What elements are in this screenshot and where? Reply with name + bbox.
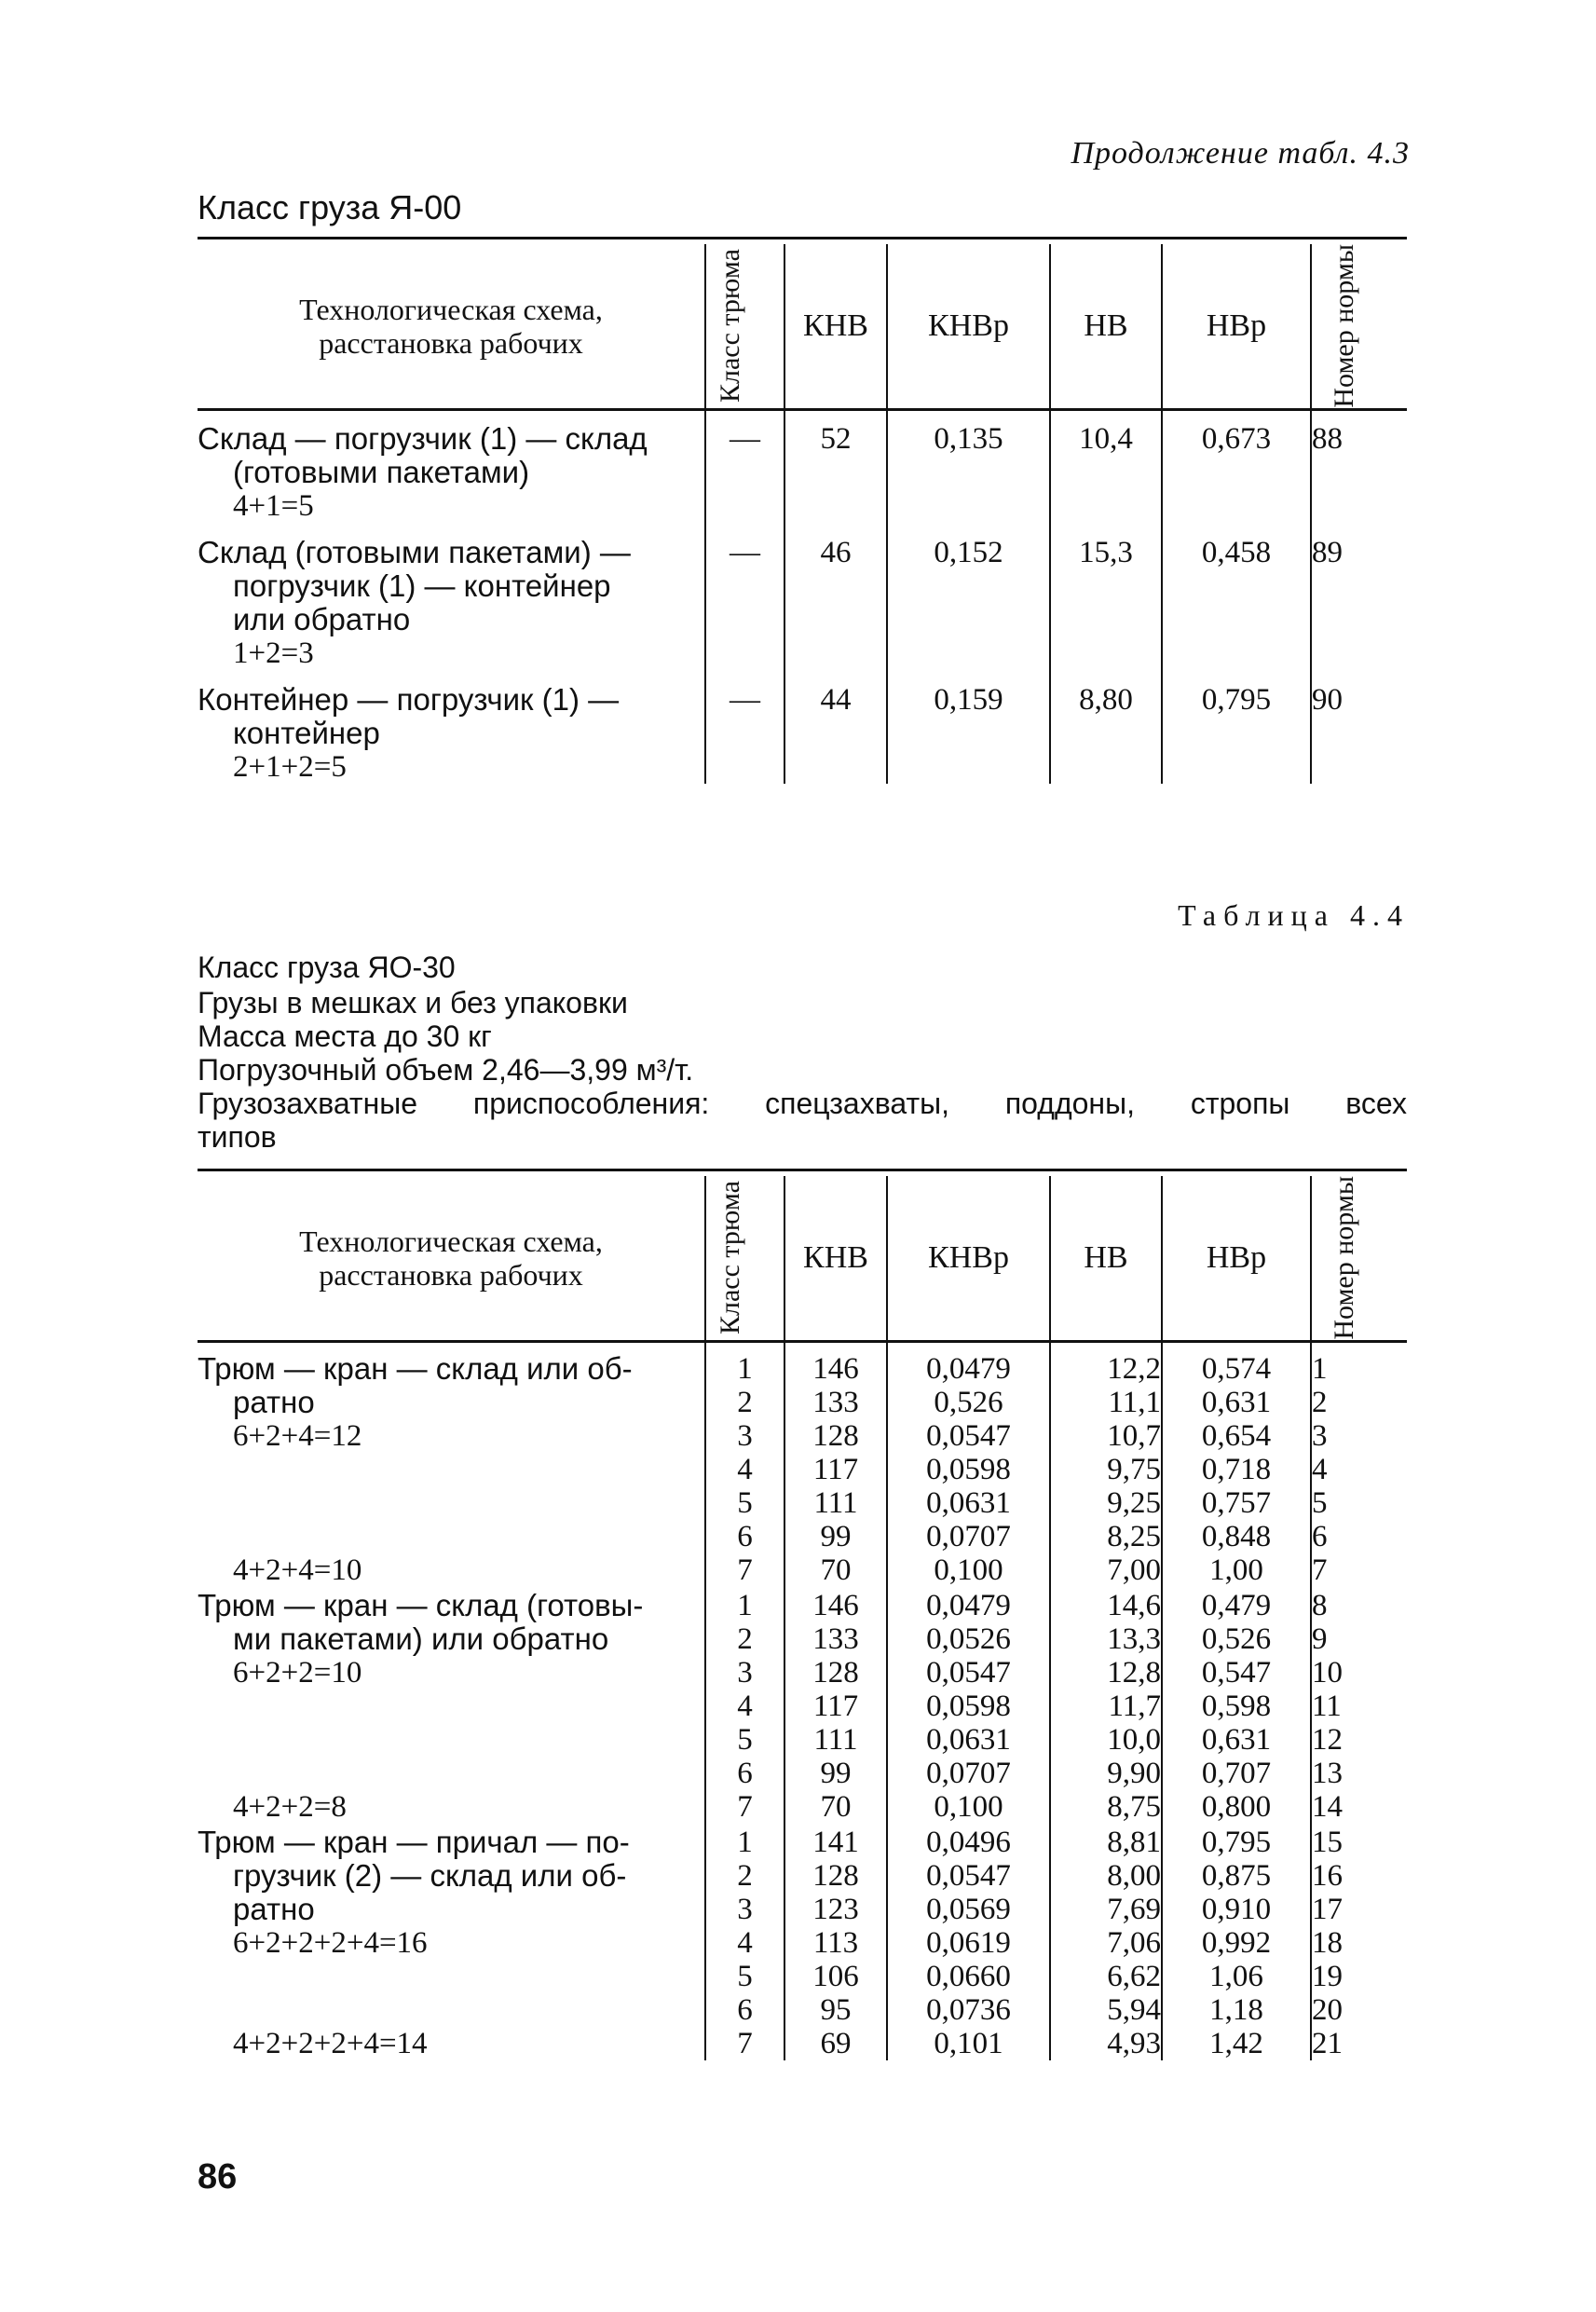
- header-nv-r: НВр: [1162, 244, 1311, 409]
- scheme-line: Склад (готовыми пакетами) —: [198, 535, 631, 570]
- scheme-formula: 4+1=5: [233, 489, 314, 524]
- cell-value: 70: [820, 1553, 852, 1588]
- scheme-formula: 4+2+2+2+4=14: [233, 2027, 428, 2061]
- scheme-line: контейнер: [233, 716, 380, 751]
- knv-r-cell: 0,152: [887, 523, 1050, 670]
- cell-value: 9,90: [1107, 1757, 1161, 1791]
- cell-value: 0,0619: [926, 1926, 1011, 1961]
- table-row-group: [198, 1587, 1407, 1824]
- cell-value: 5: [737, 1486, 753, 1521]
- knv-cell: [784, 1587, 887, 1824]
- cell-value: 1,42: [1209, 2027, 1263, 2061]
- scheme-line: Контейнер — погрузчик (1) —: [198, 682, 620, 718]
- cell-value: 123: [812, 1893, 859, 1927]
- cell-value: 3: [737, 1893, 753, 1927]
- nv-cell: [1050, 1587, 1162, 1824]
- scheme-formula: 6+2+4=12: [233, 1419, 362, 1454]
- nv-cell: [1050, 1824, 1162, 2060]
- scheme-formula: 1+2=3: [233, 636, 314, 671]
- cell-value: 0,0598: [926, 1453, 1011, 1487]
- cell-value: 0,795: [1201, 1826, 1272, 1860]
- scheme-line: Склад — погрузчик (1) — склад: [198, 421, 648, 457]
- cell-value: 133: [812, 1622, 859, 1657]
- nv-cell: [1050, 1352, 1162, 1587]
- cell-value: 0,0631: [926, 1723, 1011, 1758]
- knv-cell: 52: [784, 422, 887, 523]
- cell-value: 0,0479: [926, 1589, 1011, 1623]
- cell-value: 0,757: [1201, 1486, 1272, 1521]
- cell-value: 16: [1312, 1859, 1343, 1894]
- cell-value: 21: [1312, 2027, 1343, 2061]
- cell-value: 2: [1312, 1386, 1328, 1420]
- header-scheme: [198, 1176, 705, 1341]
- cell-value: 0,547: [1201, 1656, 1272, 1690]
- cell-value: 133: [812, 1386, 859, 1420]
- scheme-line: [198, 1690, 704, 1723]
- cell-value: 15: [1312, 1826, 1343, 1860]
- cell-value: 0,0547: [926, 1656, 1011, 1690]
- cell-value: 14,6: [1107, 1589, 1161, 1623]
- cell-value: 6,62: [1107, 1960, 1161, 1994]
- knv-cell: 44: [784, 670, 887, 784]
- knv-r-cell: 0,135: [887, 422, 1050, 523]
- cell-value: 9,75: [1107, 1453, 1161, 1487]
- cell-value: 0,718: [1201, 1453, 1272, 1487]
- scheme-formula: 6+2+2+2+4=16: [233, 1926, 428, 1961]
- knv-r-cell: [887, 1587, 1050, 1824]
- cell-value: 1: [1312, 1352, 1328, 1387]
- scheme-line: (готовыми пакетами): [233, 455, 530, 490]
- header-knv: КНВ: [784, 244, 887, 409]
- cell-value: 69: [820, 2027, 852, 2061]
- cell-value: 6: [737, 1993, 753, 2028]
- cell-value: 0,574: [1201, 1352, 1272, 1387]
- cell-value: 10,7: [1107, 1419, 1161, 1454]
- cell-value: 0,0707: [926, 1520, 1011, 1554]
- cell-value: 0,479: [1201, 1589, 1272, 1623]
- cell-value: 106: [812, 1960, 859, 1994]
- cell-value: 7: [737, 2027, 753, 2061]
- scheme-line: [198, 1453, 704, 1486]
- header-scheme-line-2: расстановка рабочих: [319, 325, 583, 360]
- hold-class-cell: [705, 1352, 784, 1587]
- nv-r-cell: [1162, 1352, 1311, 1587]
- cell-value: 4,93: [1107, 2027, 1161, 2061]
- cell-value: 6: [737, 1520, 753, 1554]
- cell-value: 0,598: [1201, 1690, 1272, 1724]
- scheme-line: Трюм — кран — причал — по-: [198, 1825, 630, 1860]
- header-knv: КНВ: [784, 1176, 887, 1341]
- cell-value: 8,75: [1107, 1790, 1161, 1825]
- cell-value: 0,0631: [926, 1486, 1011, 1521]
- cell-value: 146: [812, 1352, 859, 1387]
- cell-value: 10,0: [1107, 1723, 1161, 1758]
- scheme-cell: [198, 1587, 705, 1824]
- header-knv-r: КНВр: [887, 244, 1050, 409]
- cell-value: 11: [1312, 1690, 1342, 1724]
- header-scheme: [198, 244, 705, 409]
- cell-value: 3: [1312, 1419, 1328, 1454]
- cargo-volume: Погрузочный объем 2,46—3,99 м³/т.: [198, 1053, 694, 1087]
- cell-value: 4: [737, 1690, 753, 1724]
- knv-cell: 46: [784, 523, 887, 670]
- norms-table-1: [198, 244, 1407, 784]
- header-nv: НВ: [1050, 1176, 1162, 1341]
- cell-value: 12,2: [1107, 1352, 1161, 1387]
- cell-value: 117: [812, 1453, 859, 1487]
- table-row-group: [198, 1352, 1407, 1587]
- nv-r-cell: [1162, 1824, 1311, 2060]
- cell-value: 9: [1312, 1622, 1328, 1657]
- knv-r-cell: 0,159: [887, 670, 1050, 784]
- cell-value: 1,18: [1209, 1993, 1263, 2028]
- hold-class-cell: —: [705, 523, 784, 670]
- header-nv: НВ: [1050, 244, 1162, 409]
- cell-value: 0,654: [1201, 1419, 1272, 1454]
- knv-r-cell: [887, 1824, 1050, 2060]
- cell-value: 5: [737, 1723, 753, 1758]
- cell-value: 0,0547: [926, 1419, 1011, 1454]
- scheme-line: [198, 1993, 704, 2027]
- cell-value: 99: [820, 1757, 852, 1791]
- cell-value: 13,3: [1107, 1622, 1161, 1657]
- scheme-line: [198, 1757, 704, 1790]
- cell-value: 6: [737, 1757, 753, 1791]
- cell-value: 0,992: [1201, 1926, 1272, 1961]
- knv-cell: [784, 1352, 887, 1587]
- cell-value: 141: [812, 1826, 859, 1860]
- nv-r-cell: 0,458: [1162, 523, 1311, 670]
- cell-value: 7,06: [1107, 1926, 1161, 1961]
- cell-value: 7: [1312, 1553, 1328, 1588]
- cell-value: 128: [812, 1859, 859, 1894]
- scheme-line: [198, 1486, 704, 1520]
- norm-no-cell: [1311, 1824, 1407, 2060]
- cell-value: 0,100: [934, 1790, 1003, 1825]
- gripping-devices-cont: типов: [198, 1120, 277, 1154]
- knv-cell: [784, 1824, 887, 2060]
- cell-value: 111: [813, 1486, 858, 1521]
- cell-value: 0,0526: [926, 1622, 1011, 1657]
- cell-value: 18: [1312, 1926, 1343, 1961]
- norm-no-cell: 88: [1311, 422, 1407, 523]
- cell-value: 70: [820, 1790, 852, 1825]
- cell-value: 99: [820, 1520, 852, 1554]
- cell-value: 2: [737, 1386, 753, 1420]
- gripping-devices: Грузозахватные приспособления: спецзахваты, поддоны, стропы всех: [198, 1087, 1407, 1120]
- cell-value: 3: [737, 1419, 753, 1454]
- cell-value: 111: [813, 1723, 858, 1758]
- cell-value: 7,69: [1107, 1893, 1161, 1927]
- norms-table-2: [198, 1176, 1407, 2060]
- page-number: 86: [198, 2157, 238, 2196]
- cell-value: 0,631: [1201, 1386, 1272, 1420]
- cargo-class: Класс груза ЯО-30: [198, 951, 456, 984]
- cell-value: 0,101: [934, 2027, 1003, 2061]
- table-row-group: [198, 1824, 1407, 2060]
- cell-value: 8,25: [1107, 1520, 1161, 1554]
- scheme-line: Трюм — кран — склад (готовы-: [198, 1588, 644, 1623]
- cell-value: 0,800: [1201, 1790, 1272, 1825]
- header-scheme-line-1: Технологическая схема,: [299, 1224, 603, 1258]
- norm-no-cell: [1311, 1587, 1407, 1824]
- scheme-line: [198, 1520, 704, 1553]
- cell-value: 8,00: [1107, 1859, 1161, 1894]
- cell-value: 2: [737, 1622, 753, 1657]
- scheme-line: Трюм — кран — склад или об-: [198, 1351, 633, 1387]
- cell-value: 146: [812, 1589, 859, 1623]
- continuation-caption: Продолжение табл. 4.3: [1071, 136, 1410, 171]
- cell-value: 0,100: [934, 1553, 1003, 1588]
- nv-cell: 15,3: [1050, 523, 1162, 670]
- scheme-cell: [198, 523, 705, 670]
- cell-value: 1: [737, 1589, 753, 1623]
- table-row: [198, 422, 1407, 523]
- class-title-1: Класс груза Я-00: [198, 188, 462, 226]
- cell-value: 5,94: [1107, 1993, 1161, 2028]
- cell-value: 0,631: [1201, 1723, 1272, 1758]
- norm-no-cell: [1311, 1352, 1407, 1587]
- scheme-formula: 2+1+2=5: [233, 750, 347, 785]
- table-caption: Таблица 4.4: [1178, 898, 1410, 932]
- cell-value: 0,0736: [926, 1993, 1011, 2028]
- cell-value: 20: [1312, 1993, 1343, 2028]
- cell-value: 0,0547: [926, 1859, 1011, 1894]
- header-hold-class: [705, 244, 784, 409]
- hold-class-cell: —: [705, 422, 784, 523]
- norm-no-cell: 89: [1311, 523, 1407, 670]
- cell-value: 128: [812, 1656, 859, 1690]
- nv-r-cell: 0,673: [1162, 422, 1311, 523]
- cell-value: 95: [820, 1993, 852, 2028]
- cell-value: 10: [1312, 1656, 1343, 1690]
- nv-cell: 8,80: [1050, 670, 1162, 784]
- cell-value: 0,0496: [926, 1826, 1011, 1860]
- cell-value: 0,0479: [926, 1352, 1011, 1387]
- cell-value: 0,707: [1201, 1757, 1272, 1791]
- scheme-formula: 4+2+4=10: [233, 1553, 362, 1588]
- scheme-line: ратно: [233, 1385, 315, 1420]
- cell-value: 1: [737, 1826, 753, 1860]
- header-hold-class: [705, 1176, 784, 1341]
- header-knv-r: КНВр: [887, 1176, 1050, 1341]
- top-rule-1: [198, 237, 1407, 239]
- cell-value: 11,1: [1108, 1386, 1161, 1420]
- cell-value: 8: [1312, 1589, 1328, 1623]
- header-scheme-line-2: расстановка рабочих: [319, 1257, 583, 1292]
- cell-value: 0,0707: [926, 1757, 1011, 1791]
- scheme-cell: [198, 422, 705, 523]
- cell-value: 0,0598: [926, 1690, 1011, 1724]
- norm-no-cell: 90: [1311, 670, 1407, 784]
- cell-value: 0,526: [934, 1386, 1003, 1420]
- scheme-line: ратно: [233, 1892, 315, 1927]
- cell-value: 14: [1312, 1790, 1343, 1825]
- cell-value: 4: [737, 1453, 753, 1487]
- header-nv-r: НВр: [1162, 1176, 1311, 1341]
- cell-value: 5: [737, 1960, 753, 1994]
- table-row: [198, 523, 1407, 670]
- scheme-line: [198, 1960, 704, 1993]
- cell-value: 0,0660: [926, 1960, 1011, 1994]
- cell-value: 11,7: [1108, 1690, 1161, 1724]
- table-row: [198, 670, 1407, 784]
- cell-value: 7,00: [1107, 1553, 1161, 1588]
- scheme-line: грузчик (2) — склад или об-: [233, 1858, 627, 1894]
- cell-value: 0,875: [1201, 1859, 1272, 1894]
- cell-value: 17: [1312, 1893, 1343, 1927]
- cell-value: 3: [737, 1656, 753, 1690]
- top-rule-2: [198, 1169, 1407, 1171]
- hold-class-cell: [705, 1587, 784, 1824]
- nv-r-cell: [1162, 1587, 1311, 1824]
- hold-class-cell: [705, 1824, 784, 2060]
- scheme-line: погрузчик (1) — контейнер: [233, 568, 611, 604]
- cell-value: 4: [737, 1926, 753, 1961]
- cell-value: 7: [737, 1790, 753, 1825]
- cell-value: 128: [812, 1419, 859, 1454]
- cell-value: 0,848: [1201, 1520, 1272, 1554]
- header-norm-no-text: Номер нормы: [1329, 244, 1359, 408]
- header-norm-no: [1311, 244, 1407, 409]
- cell-value: 0,0569: [926, 1893, 1011, 1927]
- header-hold-class-text: Класс трюма: [714, 1181, 745, 1335]
- cell-value: 7: [737, 1553, 753, 1588]
- header-norm-no-text: Номер нормы: [1329, 1176, 1359, 1340]
- header-norm-no: [1311, 1176, 1407, 1341]
- cell-value: 12: [1312, 1723, 1343, 1758]
- header-scheme-line-1: Технологическая схема,: [299, 292, 603, 326]
- cell-value: 0,526: [1201, 1622, 1272, 1657]
- cell-value: 1,06: [1209, 1960, 1263, 1994]
- cell-value: 6: [1312, 1520, 1328, 1554]
- hold-class-cell: —: [705, 670, 784, 784]
- cell-value: 4: [1312, 1453, 1328, 1487]
- scheme-line: [198, 1723, 704, 1757]
- cell-value: 5: [1312, 1486, 1328, 1521]
- scheme-line: или обратно: [233, 602, 411, 637]
- cell-value: 113: [812, 1926, 859, 1961]
- cell-value: 12,8: [1107, 1656, 1161, 1690]
- cell-value: 2: [737, 1859, 753, 1894]
- scheme-cell: [198, 670, 705, 784]
- nv-cell: 10,4: [1050, 422, 1162, 523]
- cell-value: 0,910: [1201, 1893, 1272, 1927]
- cell-value: 117: [812, 1690, 859, 1724]
- cell-value: 19: [1312, 1960, 1343, 1994]
- scheme-formula: 6+2+2=10: [233, 1656, 362, 1690]
- header-hold-class-text: Класс трюма: [714, 249, 745, 404]
- scheme-line: ми пакетами) или обратно: [233, 1621, 609, 1657]
- scheme-cell: [198, 1352, 705, 1587]
- cell-value: 8,81: [1107, 1826, 1161, 1860]
- cell-value: 13: [1312, 1757, 1343, 1791]
- nv-r-cell: 0,795: [1162, 670, 1311, 784]
- scheme-cell: [198, 1824, 705, 2060]
- cargo-description: Грузы в мешках и без упаковки: [198, 986, 628, 1019]
- scheme-formula: 4+2+2=8: [233, 1790, 347, 1825]
- cell-value: 1: [737, 1352, 753, 1387]
- knv-r-cell: [887, 1352, 1050, 1587]
- cell-value: 1,00: [1209, 1553, 1263, 1588]
- cell-value: 9,25: [1107, 1486, 1161, 1521]
- cargo-mass: Масса места до 30 кг: [198, 1019, 492, 1053]
